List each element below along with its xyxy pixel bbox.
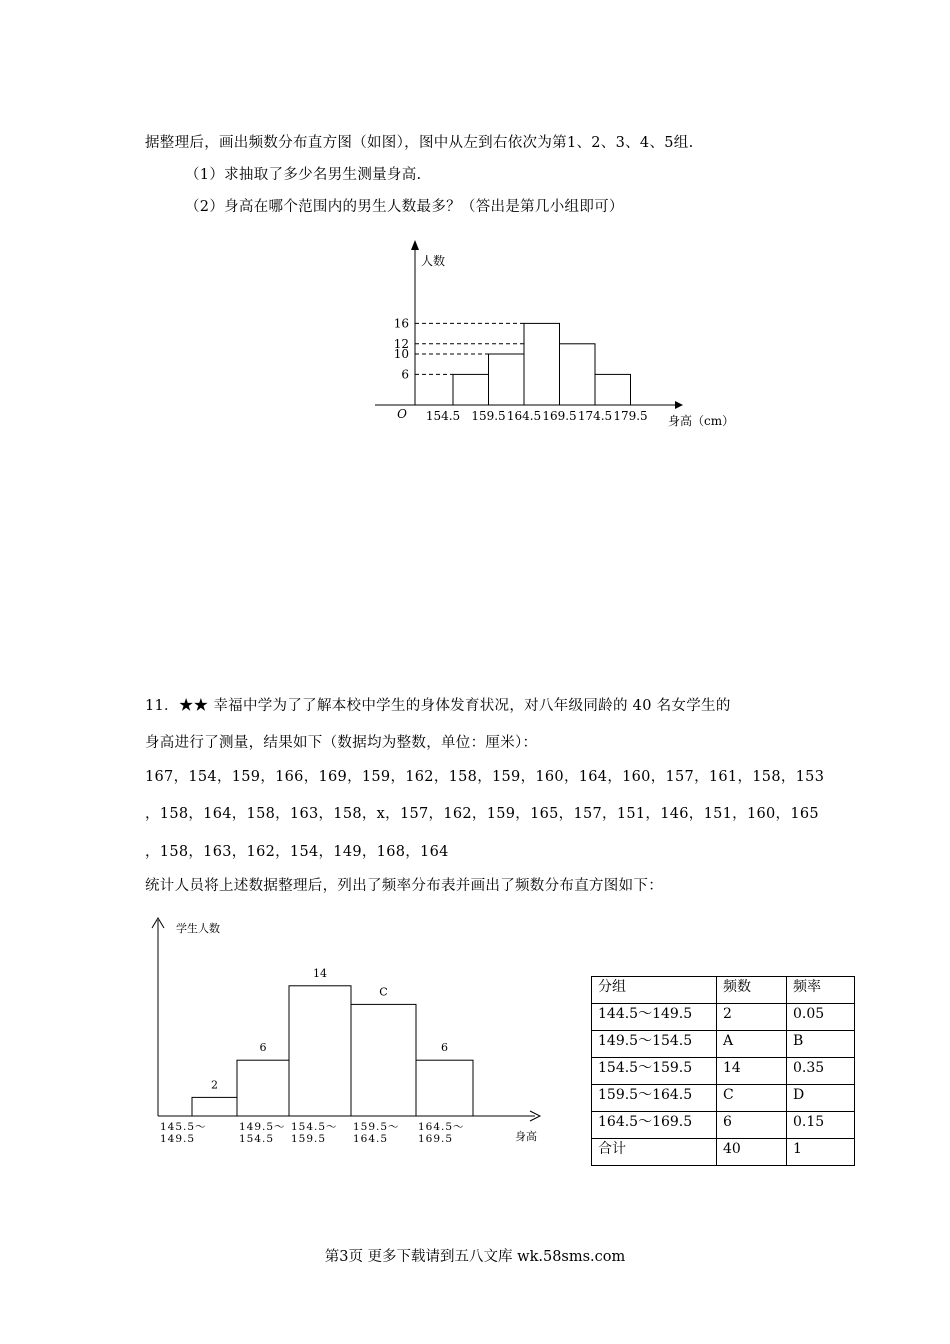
histogram-bar <box>351 1004 416 1116</box>
table-cell: 6 <box>717 1112 787 1139</box>
table-row <box>592 1139 855 1166</box>
table-cell: 144.5～149.5 <box>592 1004 717 1031</box>
histogram-bar <box>489 354 525 405</box>
x-tick-label: 179.5 <box>613 409 648 423</box>
histogram-bar <box>237 1060 289 1116</box>
x-category-label: 149.5～ <box>239 1121 286 1133</box>
bar-value-label: 6 <box>259 1041 267 1055</box>
x-axis-label: 身高（cm） <box>668 414 735 428</box>
bar-value-label: 2 <box>211 1078 218 1092</box>
histogram-bar <box>416 1060 473 1116</box>
table-cell: 40 <box>717 1139 787 1166</box>
x-category-label: 169.5 <box>418 1133 454 1145</box>
header-cell: 分组 <box>592 977 717 1004</box>
bar-value-label: 14 <box>313 966 327 980</box>
table-row <box>592 1085 855 1112</box>
table-cell: C <box>717 1085 787 1112</box>
bar-value-label: C <box>379 985 388 999</box>
histogram-bar <box>524 323 560 405</box>
x-category-label: 164.5～ <box>418 1121 465 1133</box>
header-cell: 频率 <box>787 977 855 1004</box>
frequency-table <box>591 976 855 1166</box>
histogram-2-svg <box>140 910 580 1165</box>
x-category-label: 145.5～ <box>160 1121 207 1133</box>
data-line-2: ，158，164，158，163，158，x，157，162，159，165，157，151，146，151，160，165 <box>145 806 819 822</box>
table-cell: 0.15 <box>787 1112 855 1139</box>
x-category-label: 154.5 <box>239 1133 275 1145</box>
question-2: （2）身高在哪个范围内的男生人数最多？（答出是第几小组即可） <box>185 199 624 215</box>
problem-11-line1: 11．★★ 幸福中学为了了解本校中学生的身体发育状况，对八年级同龄的 40 名女学生的 <box>145 698 731 714</box>
x-tick-label: 154.5 <box>425 409 461 423</box>
table-cell: 2 <box>717 1004 787 1031</box>
table-cell: 164.5～169.5 <box>592 1112 717 1139</box>
data-line-3: ，158，163，162，154，149，168，164 <box>145 844 449 860</box>
x-axis-arrow <box>675 401 683 409</box>
y-axis-label: 人数 <box>421 254 446 268</box>
histogram-female-heights <box>140 910 580 1165</box>
x-tick-label: 174.5 <box>577 409 613 423</box>
x-category-label: 149.5 <box>160 1133 196 1145</box>
histogram-bar <box>560 344 596 405</box>
x-category-label: 159.5 <box>291 1133 327 1145</box>
table-cell: D <box>787 1085 855 1112</box>
data-line-1: 167，154，159，166，169，159，162，158，159，160，164，160，157，161，158，153 <box>145 769 825 785</box>
table-row <box>592 1058 855 1085</box>
table-cell: 14 <box>717 1058 787 1085</box>
histogram-male-heights <box>340 230 760 480</box>
y-axis-arrow <box>411 240 419 250</box>
table-row <box>592 1031 855 1058</box>
header-cell: 频数 <box>717 977 787 1004</box>
table-header-row <box>592 977 855 1004</box>
table-cell: 0.05 <box>787 1004 855 1031</box>
summary-text: 统计人员将上述数据整理后，列出了频率分布表并画出了频数分布直方图如下： <box>145 878 663 894</box>
table-cell: 合计 <box>592 1139 717 1166</box>
histogram-bar <box>453 374 489 405</box>
x-category-label: 154.5～ <box>291 1121 338 1133</box>
question-1: （1）求抽取了多少名男生测量身高. <box>185 167 422 183</box>
x-tick-label: 169.5 <box>542 409 577 423</box>
bar-value-label: 6 <box>441 1041 448 1055</box>
table-cell: 0.35 <box>787 1058 855 1085</box>
histogram-bar <box>289 986 351 1116</box>
histogram-bar <box>192 1097 237 1116</box>
table-cell: 1 <box>787 1139 855 1166</box>
page-footer: 第3页 更多下载请到五八文库 wk.58sms.com <box>324 1249 626 1265</box>
problem-11-line2: 身高进行了测量，结果如下（数据均为整数，单位：厘米）： <box>145 735 538 751</box>
y-tick-label: 10 <box>393 347 409 361</box>
x-category-label: 159.5～ <box>353 1121 400 1133</box>
y-axis-label: 学生人数 <box>176 922 220 935</box>
histogram-1-svg <box>340 230 760 480</box>
table-cell: 159.5～164.5 <box>592 1085 717 1112</box>
x-category-label: 164.5 <box>353 1133 389 1145</box>
x-axis-label: 身高 <box>515 1130 537 1143</box>
y-tick-label: 12 <box>393 336 409 351</box>
table-cell: 149.5～154.5 <box>592 1031 717 1058</box>
table-row <box>592 1112 855 1139</box>
table-cell: B <box>787 1031 855 1058</box>
table-cell: A <box>717 1031 787 1058</box>
intro-text: 据整理后，画出频数分布直方图（如图），图中从左到右依次为第1、2、3、4、5组. <box>145 135 694 151</box>
table-row <box>592 1004 855 1031</box>
y-tick-label: 16 <box>393 316 409 331</box>
origin-label: O <box>397 407 407 421</box>
histogram-bar <box>595 374 631 405</box>
x-tick-label: 159.5 <box>471 409 506 423</box>
y-tick-label: 6 <box>401 367 409 382</box>
table-cell: 154.5～159.5 <box>592 1058 717 1085</box>
x-tick-label: 164.5 <box>506 409 542 423</box>
